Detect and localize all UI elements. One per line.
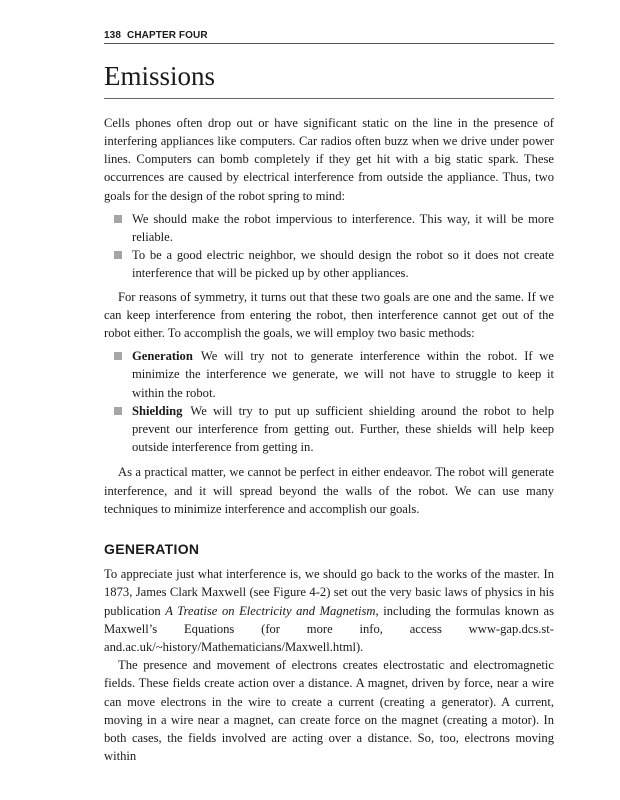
body-text — [104, 114, 554, 766]
book-title: A Treatise on Electricity and Magnetism — [165, 603, 376, 618]
maxwell-text-after: , including the formulas known as Maxwell’s Equations (for more info, access www-gap.dcs.st-and.ac.uk/~history/Mathematicians/Maxwell.html). — [104, 603, 554, 654]
page-number: 138 — [104, 30, 121, 41]
maxwell-text-before: To appreciate just what interference is, we should go back to the works of the master. In 1873, James Clark Maxwell (see Figure 4-2) set out the very basic laws of physics in his publication — [104, 567, 554, 618]
intro-paragraph: Cells phones often drop out or have significant static on the line in the presence of interfering appliances like computers. Car radios often buzz when we drive under power lines. Computers can bomb completely if they get hit with a big static spark. These occurrences are caused by electrical interference from outside the appliance. Thus, two goals for the design of the robot spring to mind: — [104, 115, 554, 203]
list-text: We will try to put up sufficient shielding around the robot to help prevent our interference from getting out. Further, these shields will help keep outside interference from getting in. — [132, 403, 554, 455]
generation-heading: GENERATION — [104, 540, 200, 557]
list-item: To be a good electric neighbor, we should design the robot so it does not create interference that will be picked up by other appliances. — [104, 246, 554, 282]
section-title: Emissions — [104, 62, 554, 99]
page — [104, 30, 554, 765]
fields-paragraph: The presence and movement of electrons creates electrostatic and electromagnetic fields. These fields create action over a distance. A magnet, driven by force, near a wire can move electrons in the wire to create a current (creating a generator). A current, moving in a wire near a magnet, can create force on the magnet (creating a motor). In both cases, the fields involved are acting over a distance. So, too, electrons moving within — [104, 658, 554, 764]
list-item: We should make the robot impervious to interference. This way, it will be more reliable. — [104, 210, 554, 246]
goals-list — [104, 210, 554, 283]
list-item — [104, 347, 554, 402]
list-text: We will try not to generate interference within the robot. If we minimize the interference we generate, we will not have to struggle to keep it within the robot. — [132, 349, 554, 400]
list-item — [104, 402, 554, 457]
maxwell-paragraph — [104, 565, 554, 656]
list-term: Shielding — [132, 403, 183, 418]
methods-list — [104, 347, 554, 456]
chapter-label: CHAPTER FOUR — [127, 30, 208, 41]
list-term: Generation — [132, 349, 193, 364]
running-header — [104, 30, 554, 44]
practical-paragraph: As a practical matter, we cannot be perfect in either endeavor. The robot will generate interference, and it will spread beyond the walls of the robot. We can use many techniques to minimize interference and accomplish our goals. — [104, 465, 554, 516]
symmetry-paragraph: For reasons of symmetry, it turns out that these two goals are one and the same. If we can keep interference from entering the robot, then interference cannot get out of the robot either. To accomplish the goals, we will employ two basic methods: — [104, 289, 554, 340]
